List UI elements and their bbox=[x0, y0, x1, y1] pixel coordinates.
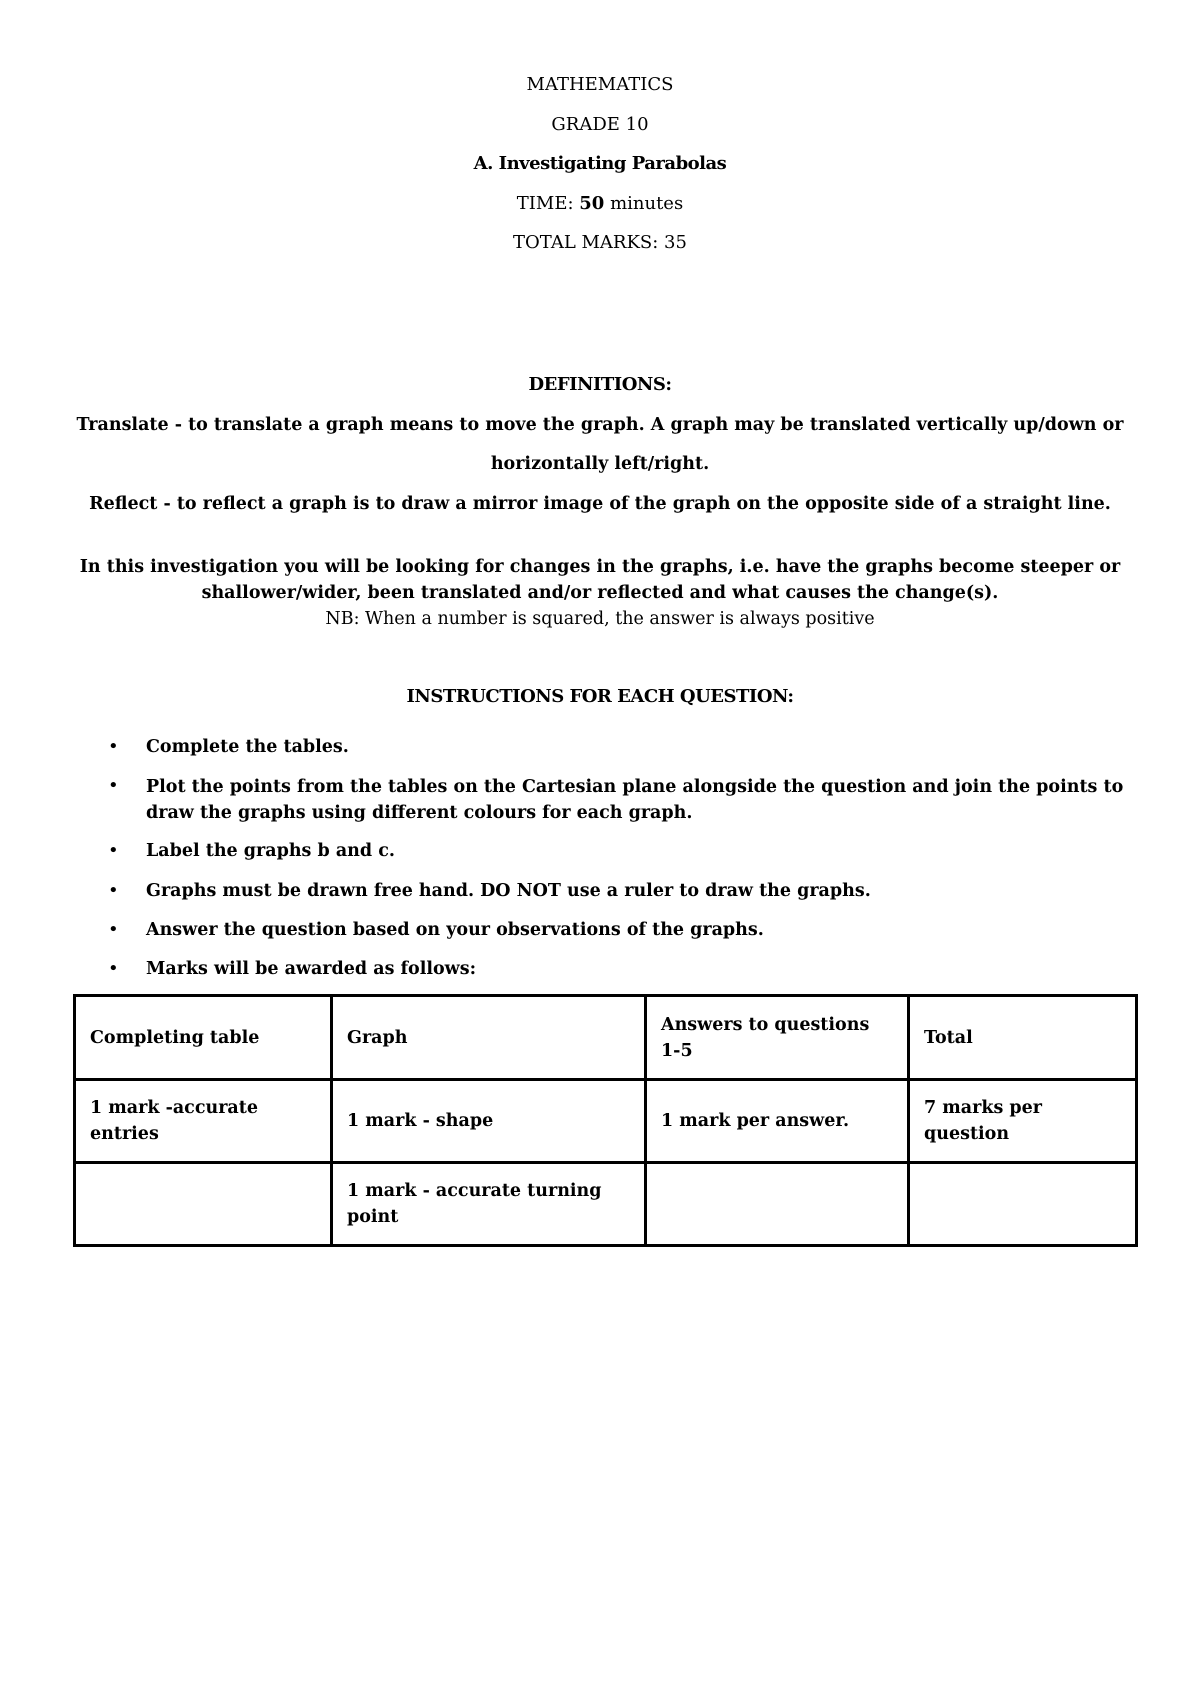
table-cell bbox=[909, 1163, 1137, 1246]
bullet-icon: • bbox=[108, 919, 119, 940]
bullet-icon: • bbox=[108, 880, 119, 901]
marks-table bbox=[73, 994, 1138, 1247]
investigation-line2: shallower/wider, been translated and/or reflected and what causes the change(s). bbox=[201, 583, 999, 603]
table-header-row bbox=[75, 996, 1137, 1080]
investigation-line1: In this investigation you will be looking for changes in the graphs, i.e. have the graphs become steeper or bbox=[79, 557, 1121, 577]
table-header-cell: Graph bbox=[332, 996, 646, 1080]
table-cell: 1 mark per answer. bbox=[646, 1080, 909, 1163]
instruction-item: Graphs must be drawn free hand. DO NOT use a ruler to draw the graphs. bbox=[146, 881, 871, 901]
table-cell: 1 mark -accurate entries bbox=[75, 1080, 332, 1163]
table-cell bbox=[646, 1163, 909, 1246]
definitions-heading: DEFINITIONS: bbox=[528, 374, 672, 395]
instruction-item: Complete the tables. bbox=[146, 737, 349, 757]
table-header-cell: Completing table bbox=[75, 996, 332, 1080]
table-cell: 7 marks per question bbox=[909, 1080, 1137, 1163]
table-row bbox=[75, 1163, 1137, 1246]
table-header-cell: Total bbox=[909, 996, 1137, 1080]
total-marks: TOTAL MARKS: 35 bbox=[513, 232, 687, 253]
table-cell: 1 mark - accurate turning point bbox=[332, 1163, 646, 1246]
bullet-icon: • bbox=[108, 840, 119, 861]
table-cell bbox=[75, 1163, 332, 1246]
instruction-item: Label the graphs b and c. bbox=[146, 841, 395, 861]
time-label: TIME: bbox=[516, 193, 580, 214]
bullet-icon: • bbox=[108, 958, 119, 979]
instruction-item: Marks will be awarded as follows: bbox=[146, 959, 477, 979]
grade-heading: GRADE 10 bbox=[551, 114, 649, 135]
time-line bbox=[0, 192, 1200, 216]
bullet-icon: • bbox=[108, 736, 119, 757]
subject-heading: MATHEMATICS bbox=[526, 74, 674, 95]
table-row bbox=[75, 1080, 1137, 1163]
worksheet-title: A. Investigating Parabolas bbox=[473, 153, 727, 174]
investigation-note: NB: When a number is squared, the answer is always positive bbox=[325, 609, 875, 629]
definition-translate-line1: Translate - to translate a graph means to move the graph. A graph may be translated vertically up/down or bbox=[76, 415, 1124, 435]
definition-translate-line2: horizontally left/right. bbox=[490, 454, 710, 474]
instruction-item: Answer the question based on your observations of the graphs. bbox=[146, 920, 764, 940]
instruction-item: Plot the points from the tables on the Cartesian plane alongside the question and join the points to draw the graphs using different colours for each graph. bbox=[146, 777, 1124, 823]
instructions-heading: INSTRUCTIONS FOR EACH QUESTION: bbox=[406, 686, 794, 707]
definition-reflect: Reflect - to reflect a graph is to draw a mirror image of the graph on the opposite side of a straight line. bbox=[89, 494, 1111, 514]
bullet-icon: • bbox=[108, 775, 119, 796]
time-value: 50 bbox=[579, 193, 605, 214]
table-cell: 1 mark - shape bbox=[332, 1080, 646, 1163]
table-header-cell: Answers to questions 1-5 bbox=[646, 996, 909, 1080]
time-unit: minutes bbox=[604, 193, 684, 214]
